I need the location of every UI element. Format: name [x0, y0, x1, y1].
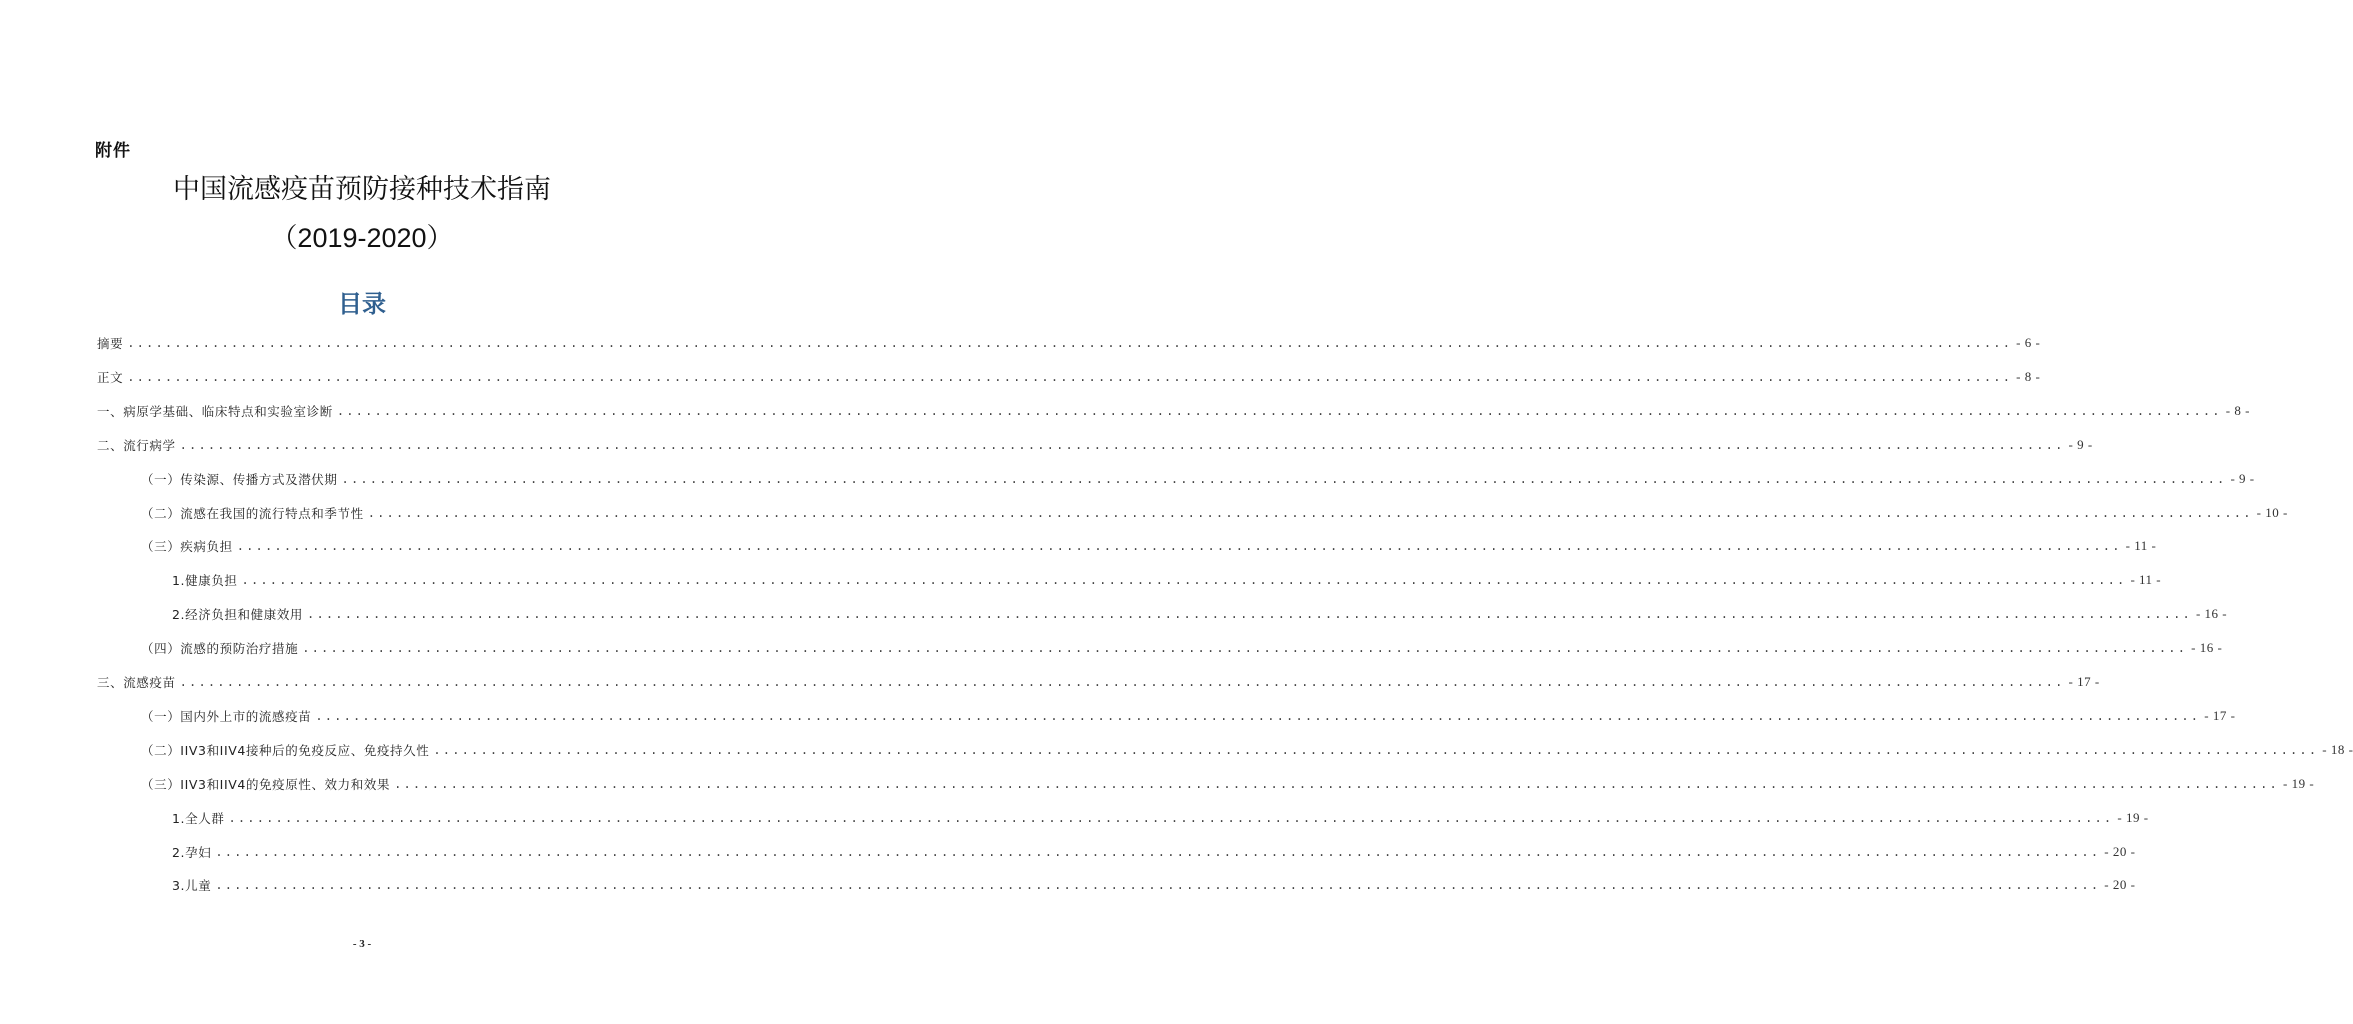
toc-entry-label: （三）IIV3和IIV4的免疫原性、效力和效果: [141, 776, 391, 792]
toc-entry-page: - 19 -: [2117, 809, 2149, 825]
toc-entry-label: （二）IIV3和IIV4接种后的免疫反应、免疫持久性: [141, 742, 430, 758]
toc-entry[interactable]: [172, 808, 2149, 828]
toc-entry[interactable]: [97, 672, 2100, 692]
toc-entry-page: - 19 -: [2282, 775, 2315, 791]
toc-entry[interactable]: [141, 536, 2157, 556]
toc-entry-label: 二、流行病学: [97, 437, 176, 453]
toc-entry[interactable]: [97, 401, 2250, 421]
toc-entry[interactable]: [97, 435, 2093, 455]
toc-dot-leader: ........................................................................................................................................................................................................: [127, 336, 2013, 350]
toc-entry-label: 一、病原学基础、临床特点和实验室诊断: [97, 403, 333, 419]
toc-entry-page: - 10 -: [2256, 504, 2288, 520]
toc-dot-leader: ........................................................................................................................................................................................................: [215, 844, 2101, 859]
toc-entry-label: 1.健康负担: [172, 573, 238, 589]
toc-entry-page: - 11 -: [2130, 572, 2162, 588]
attachment-label: 附件: [95, 141, 131, 161]
toc-entry-label: 2.孕妇: [172, 844, 212, 860]
toc-entry-label: （二）流感在我国的流行特点和季节性: [141, 505, 364, 521]
toc-entry[interactable]: [141, 469, 2255, 489]
toc-entry[interactable]: [141, 638, 2223, 658]
toc-entry[interactable]: [141, 774, 2315, 794]
toc-dot-leader: ........................................................................................................................................................................................................: [367, 505, 2253, 520]
toc-entry-label: （四）流感的预防治疗措施: [141, 641, 299, 657]
toc-entry-page: - 16 -: [2191, 640, 2223, 656]
toc-dot-leader: ........................................................................................................................................................................................................: [179, 437, 2065, 452]
document-title: 中国流感疫苗预防接种技术指南: [173, 174, 551, 205]
toc-entry-label: （一）国内外上市的流感疫苗: [141, 708, 312, 724]
toc-dot-leader: ........................................................................................................................................................................................................: [394, 776, 2279, 791]
toc-entry[interactable]: [172, 570, 2162, 590]
toc-entry[interactable]: [172, 604, 2228, 624]
toc-entry-label: 三、流感疫苗: [97, 675, 176, 690]
toc-entry-page: - 6 -: [2016, 335, 2041, 350]
toc-dot-leader: ........................................................................................................................................................................................................: [215, 878, 2101, 893]
toc-entry-page: - 16 -: [2195, 606, 2228, 622]
toc-dot-leader: ........................................................................................................................................................................................................: [302, 641, 2188, 656]
toc-entry-page: - 18 -: [2322, 741, 2353, 757]
document-subtitle: （2019-2020）: [270, 223, 454, 253]
toc-entry-page: - 8 -: [2016, 368, 2041, 384]
toc-entry-label: 2.经济负担和健康效用: [172, 607, 304, 623]
toc-entry-page: - 11 -: [2125, 538, 2157, 554]
toc-entry[interactable]: [141, 706, 2236, 726]
toc-entry[interactable]: [97, 333, 2041, 353]
toc-entry[interactable]: [141, 740, 2353, 760]
toc-dot-leader: ........................................................................................................................................................................................................: [336, 403, 2222, 418]
toc-entry-page: - 20 -: [2104, 877, 2136, 893]
toc-entry-label: 正文: [97, 369, 124, 385]
toc-entry[interactable]: [141, 503, 2288, 523]
toc-entry-page: - 9 -: [2230, 470, 2255, 486]
toc-dot-leader: ........................................................................................................................................................................................................: [127, 369, 2013, 384]
toc-entry-label: （一）传染源、传播方式及潜伏期: [141, 471, 338, 487]
toc-entry-page: - 9 -: [2068, 436, 2093, 452]
toc-dot-leader: ........................................................................................................................................................................................................: [315, 708, 2201, 723]
toc-entry-page: - 17 -: [2068, 674, 2100, 689]
toc-entry-page: - 17 -: [2204, 707, 2236, 723]
toc-entry[interactable]: [172, 842, 2136, 862]
toc-dot-leader: ........................................................................................................................................................................................................: [228, 810, 2114, 825]
toc-dot-leader: ........................................................................................................................................................................................................: [236, 539, 2122, 554]
toc-dot-leader: ........................................................................................................................................................................................................: [341, 471, 2227, 486]
toc-dot-leader: ........................................................................................................................................................................................................: [433, 742, 2319, 757]
toc-entry-label: 1.全人群: [172, 810, 225, 826]
toc-heading: 目录: [338, 290, 386, 318]
toc-entry-page: - 8 -: [2225, 402, 2250, 418]
toc-entry[interactable]: [172, 875, 2136, 895]
toc-dot-leader: ........................................................................................................................................................................................................: [307, 607, 2192, 622]
toc-entry[interactable]: [97, 367, 2041, 387]
toc-dot-leader: ........................................................................................................................................................................................................: [179, 675, 2065, 689]
page-number: - 3 -: [352, 938, 372, 950]
toc-entry-label: （三）疾病负担: [141, 539, 233, 555]
toc-entry-label: 摘要: [97, 336, 124, 351]
toc-dot-leader: ........................................................................................................................................................................................................: [241, 573, 2127, 588]
toc-entry-label: 3.儿童: [172, 878, 212, 894]
toc-entry-page: - 20 -: [2104, 843, 2136, 859]
